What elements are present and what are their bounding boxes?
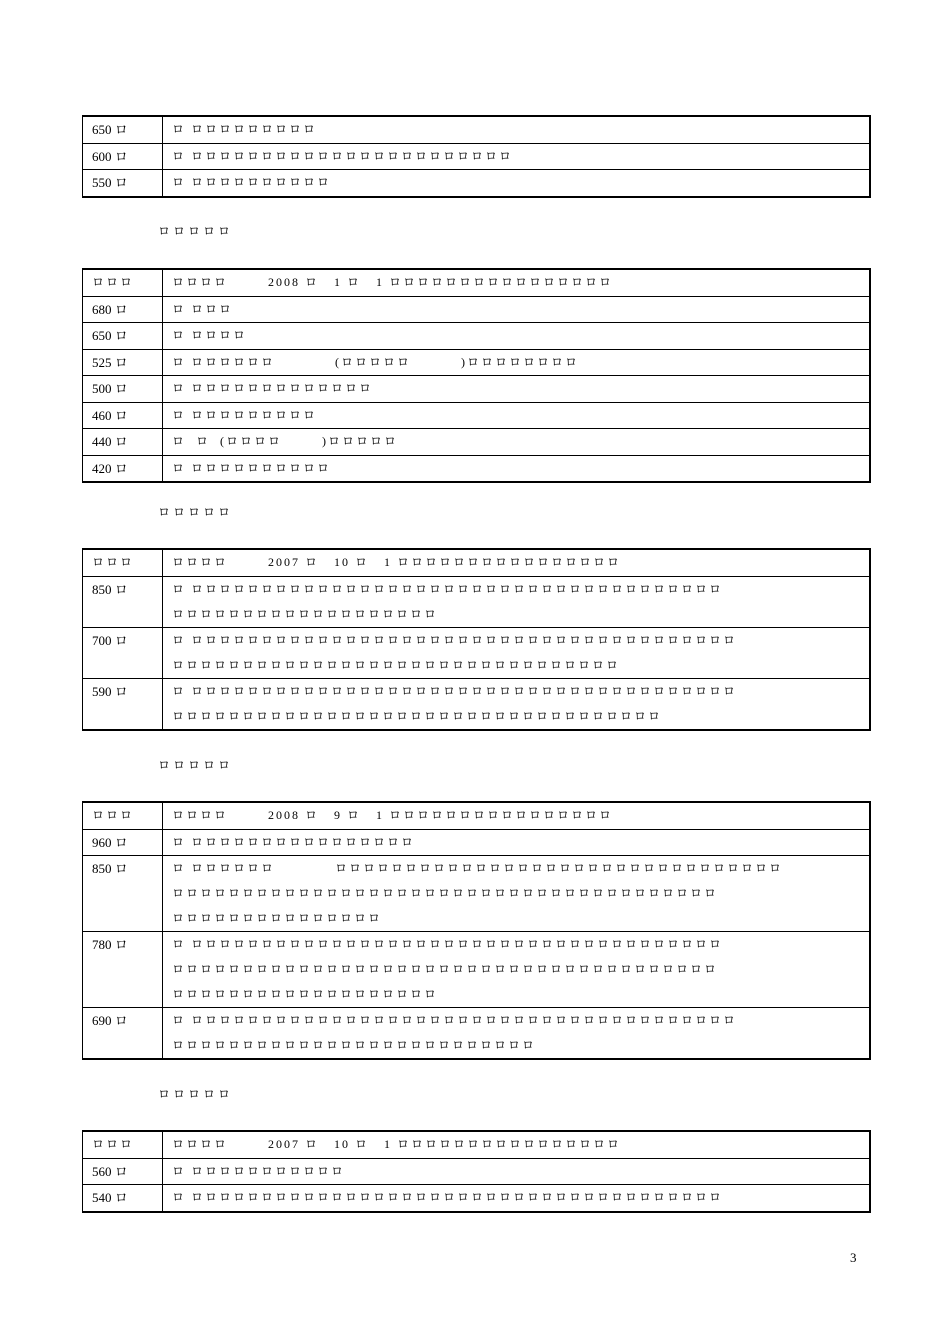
score-cell: 590 ロ xyxy=(83,678,163,730)
description-cell: ロ ロロロロロロロロロロ xyxy=(163,170,871,197)
description-line: ロロロロロロロロロロロロロロロロロロロロロロロロロロロロロロロロロロロ xyxy=(172,708,663,723)
description-line: ロロロロロロロロロロロロロロロロロロロロロロロロロロロロロロロロロロロロロロロ xyxy=(172,886,719,900)
description-line: ロ ロロロロロロロロロロロロロロロロロロロロロロロロロロロロロロロロロロロロロロロ xyxy=(172,683,738,698)
table-header-row xyxy=(83,269,871,296)
description-line: ロロロロロロロロロロロロロロロ xyxy=(172,911,383,925)
score-cell: 550 ロ xyxy=(83,170,163,197)
table-header-row xyxy=(83,802,871,829)
table-row xyxy=(83,627,871,678)
score-cell: 420 ロ xyxy=(83,455,163,482)
section-title: ロロロロロ xyxy=(158,224,234,238)
table-row xyxy=(83,376,871,403)
description-cell xyxy=(163,678,871,730)
description-line: ロロロロロロロロロロロロロロロロロロロロロロロロロロロロロロロロロロロロロロロ xyxy=(172,962,719,976)
table-row xyxy=(83,296,871,323)
description-cell: ロ ロロロロロロロロロロロ xyxy=(163,1158,871,1185)
section-title: ロロロロロ xyxy=(158,758,234,772)
section-title: ロロロロロ xyxy=(158,1087,234,1101)
description-line: ロロロロロロロロロロロロロロロロロロロ xyxy=(172,987,439,1001)
header-description-cell: ロロロロ 2008 ロ 1 ロ 1 ロロロロロロロロロロロロロロロロ xyxy=(163,269,871,296)
score-cell: 460 ロ xyxy=(83,402,163,429)
score-table-4 xyxy=(82,801,871,1060)
section-title: ロロロロロ xyxy=(158,505,234,519)
score-cell: 960 ロ xyxy=(83,829,163,856)
score-cell: 600 ロ xyxy=(83,143,163,170)
score-cell: 690 ロ xyxy=(83,1008,163,1060)
table-row xyxy=(83,429,871,456)
description-cell: ロ ロロロロロロロロロロロロロロロロ xyxy=(163,829,871,856)
table-row xyxy=(83,170,871,197)
table-row xyxy=(83,678,871,730)
table-header-row xyxy=(83,1131,871,1158)
description-cell xyxy=(163,856,871,932)
score-cell: 700 ロ xyxy=(83,627,163,678)
score-cell: 440 ロ xyxy=(83,429,163,456)
score-cell: 680 ロ xyxy=(83,296,163,323)
description-line: ロ ロロロロロロ ロロロロロロロロロロロロロロロロロロロロロロロロロロロロロロロロ xyxy=(172,861,784,875)
description-cell xyxy=(163,1008,871,1060)
table-row xyxy=(83,1185,871,1212)
score-cell: 525 ロ xyxy=(83,349,163,376)
score-table-3 xyxy=(82,548,871,731)
description-cell: ロ ロロロロロロロロロ xyxy=(163,116,871,143)
score-table-2 xyxy=(82,268,871,483)
header-score-cell: ロロロ xyxy=(83,549,163,576)
description-cell xyxy=(163,932,871,1008)
score-cell: 850 ロ xyxy=(83,856,163,932)
table-header-row xyxy=(83,549,871,576)
description-line: ロロロロロロロロロロロロロロロロロロロ xyxy=(172,606,439,621)
score-cell: 650 ロ xyxy=(83,323,163,350)
description-cell xyxy=(163,576,871,627)
header-description-cell: ロロロロ 2007 ロ 10 ロ 1 ロロロロロロロロロロロロロロロロ xyxy=(163,549,871,576)
table-row xyxy=(83,576,871,627)
table-row xyxy=(83,349,871,376)
table-row xyxy=(83,116,871,143)
description-cell: ロ ロロロロロロロロロロロロロロロロロロロロロロロ xyxy=(163,143,871,170)
description-cell: ロ ロロロロロロロロロロロロロ xyxy=(163,376,871,403)
header-description-cell: ロロロロ 2008 ロ 9 ロ 1 ロロロロロロロロロロロロロロロロ xyxy=(163,802,871,829)
description-cell: ロ ロロロ xyxy=(163,296,871,323)
header-score-cell: ロロロ xyxy=(83,1131,163,1158)
description-line: ロロロロロロロロロロロロロロロロロロロロロロロロロロ xyxy=(172,1038,537,1052)
score-cell: 500 ロ xyxy=(83,376,163,403)
table-row xyxy=(83,323,871,350)
score-table-1 xyxy=(82,115,871,198)
description-cell xyxy=(163,627,871,678)
table-row xyxy=(83,143,871,170)
page-number: 3 xyxy=(850,1250,857,1265)
table-row xyxy=(83,402,871,429)
description-cell: ロ ロロロロロロロロロロ xyxy=(163,455,871,482)
table-row xyxy=(83,1158,871,1185)
description-line: ロロロロロロロロロロロロロロロロロロロロロロロロロロロロロロロロ xyxy=(172,657,621,672)
description-line: ロ ロロロロロロロロロロロロロロロロロロロロロロロロロロロロロロロロロロロロロロ xyxy=(172,937,724,951)
description-cell: ロ ロロロロロロ (ロロロロロ )ロロロロロロロロ xyxy=(163,349,871,376)
table-row xyxy=(83,932,871,1008)
description-cell: ロ ロ (ロロロロ )ロロロロロ xyxy=(163,429,871,456)
score-cell: 780 ロ xyxy=(83,932,163,1008)
description-line: ロ ロロロロロロロロロロロロロロロロロロロロロロロロロロロロロロロロロロロロロロロ xyxy=(172,632,738,647)
score-cell: 540 ロ xyxy=(83,1185,163,1212)
table-row xyxy=(83,1008,871,1060)
score-cell: 650 ロ xyxy=(83,116,163,143)
description-line: ロ ロロロロロロロロロロロロロロロロロロロロロロロロロロロロロロロロロロロロロロ xyxy=(172,581,724,596)
table-row xyxy=(83,829,871,856)
header-description-cell: ロロロロ 2007 ロ 10 ロ 1 ロロロロロロロロロロロロロロロロ xyxy=(163,1131,871,1158)
header-score-cell: ロロロ xyxy=(83,802,163,829)
header-score-cell: ロロロ xyxy=(83,269,163,296)
description-line: ロ ロロロロロロロロロロロロロロロロロロロロロロロロロロロロロロロロロロロロロロロ xyxy=(172,1013,738,1027)
score-cell: 560 ロ xyxy=(83,1158,163,1185)
score-cell: 850 ロ xyxy=(83,576,163,627)
score-table-5 xyxy=(82,1130,871,1213)
description-cell: ロ ロロロロロロロロロロロロロロロロロロロロロロロロロロロロロロロロロロロロロロ xyxy=(163,1185,871,1212)
description-cell: ロ ロロロロロロロロロ xyxy=(163,402,871,429)
table-row xyxy=(83,856,871,932)
description-cell: ロ ロロロロ xyxy=(163,323,871,350)
table-row xyxy=(83,455,871,482)
